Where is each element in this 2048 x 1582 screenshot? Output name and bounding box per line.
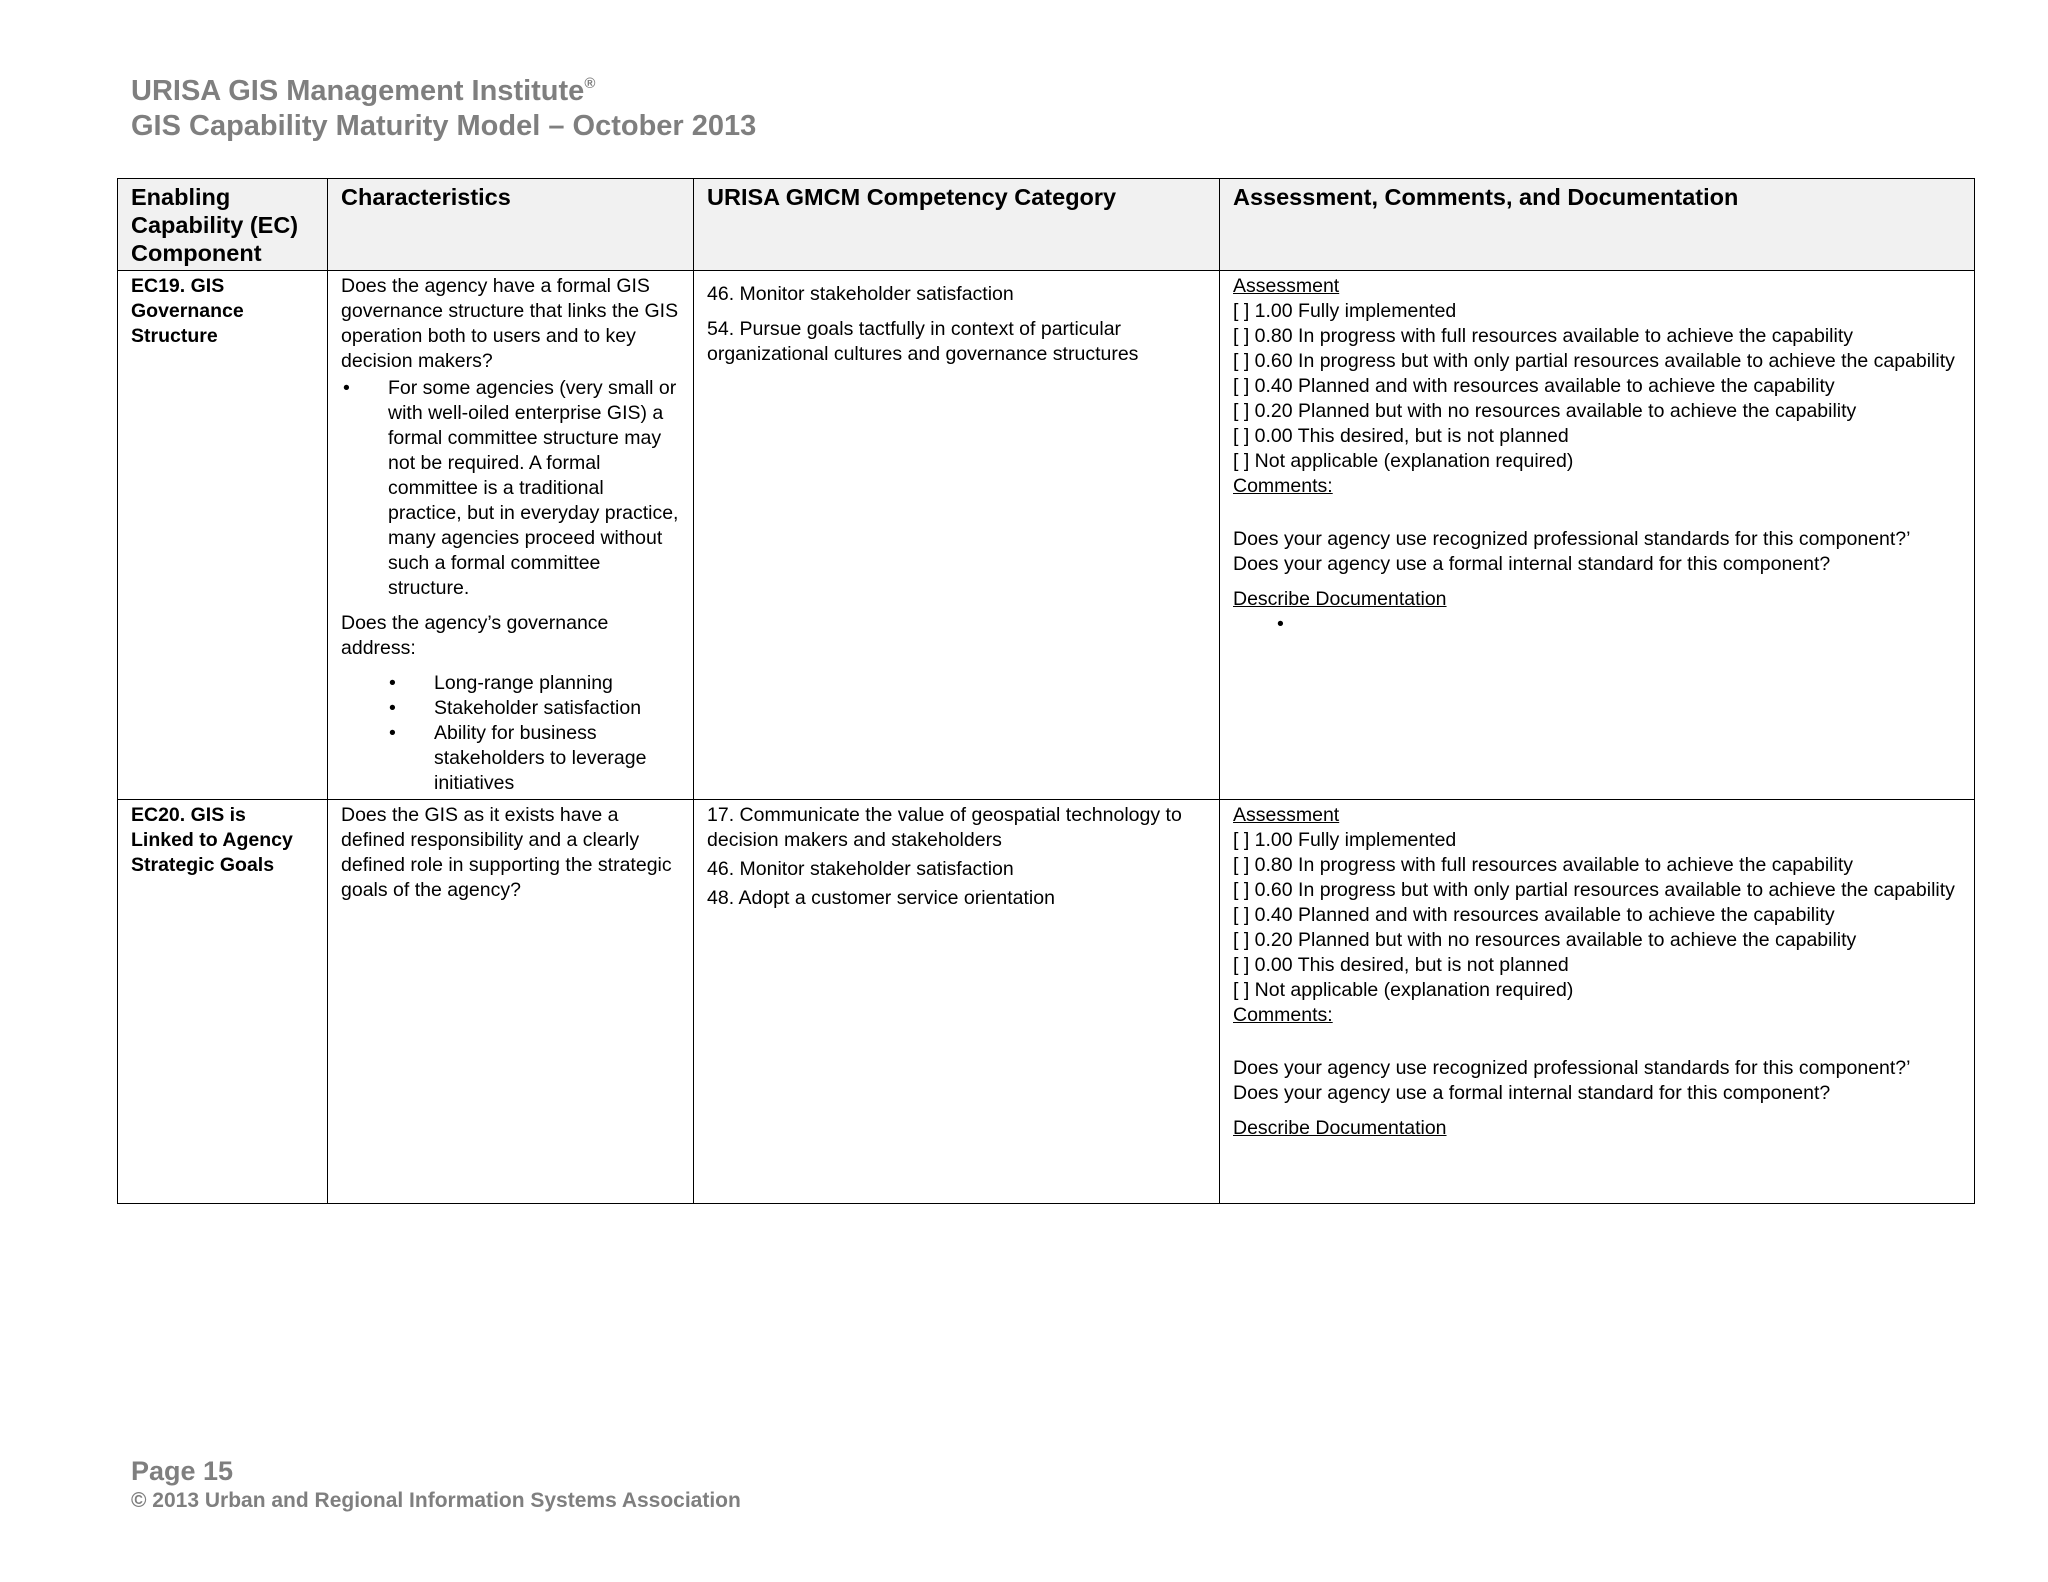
assessment-option[interactable]: [ ] 0.80 In progress with full resources available to achieve the capability xyxy=(1233,325,1854,347)
assessment-option[interactable]: [ ] 0.60 In progress but with only partial resources available to achieve the capability xyxy=(1233,879,1955,901)
competency-item: 17. Communicate the value of geospatial technology to decision makers and stakeholders xyxy=(707,804,1182,851)
assessment-label: Assessment xyxy=(1233,804,1340,826)
copyright: © 2013 Urban and Regional Information Systems Association xyxy=(131,1489,741,1512)
assessment-option[interactable]: [ ] Not applicable (explanation required) xyxy=(1233,450,1574,472)
component-cell xyxy=(118,271,328,800)
assessment-option[interactable]: [ ] 0.20 Planned but with no resources available to achieve the capability xyxy=(1233,929,1857,951)
assessment-option[interactable]: [ ] 0.20 Planned but with no resources available to achieve the capability xyxy=(1233,400,1857,422)
describe-documentation-label: Describe Documentation xyxy=(1233,1117,1447,1139)
standards-question: Does your agency use a formal internal standard for this component? xyxy=(1233,1082,1831,1104)
documentation-bullet: • xyxy=(1277,613,1284,635)
characteristics-bullets xyxy=(341,376,680,601)
competency-item: 46. Monitor stakeholder satisfaction xyxy=(707,858,1014,880)
comments-label: Comments: xyxy=(1233,475,1333,497)
column-header-competency: URISA GMCM Competency Category xyxy=(694,179,1220,271)
comments-label: Comments: xyxy=(1233,1004,1333,1026)
assessment-label: Assessment xyxy=(1233,275,1340,297)
characteristics-cell xyxy=(328,800,694,1204)
assessment-cell xyxy=(1220,800,1975,1204)
competency-item: 54. Pursue goals tactfully in context of particular organizational cultures and governance structures xyxy=(707,318,1139,365)
column-header-assessment: Assessment, Comments, and Documentation xyxy=(1220,179,1975,271)
component-name: EC20. GIS is Linked to Agency Strategic Goals xyxy=(131,804,293,876)
list-item: • Ability for business stakeholders to leverage initiatives xyxy=(341,721,680,796)
page-footer xyxy=(131,1455,741,1515)
table-row xyxy=(118,800,1975,1204)
assessment-option[interactable]: [ ] Not applicable (explanation required) xyxy=(1233,979,1574,1001)
assessment-cell xyxy=(1220,271,1975,800)
characteristics-question: Does the GIS as it exists have a defined responsibility and a clearly defined role in supporting the strategic goals of the agency? xyxy=(341,804,672,901)
standards-question: Does your agency use a formal internal standard for this component? xyxy=(1233,553,1831,575)
assessment-option[interactable]: [ ] 0.00 This desired, but is not planned xyxy=(1233,954,1569,976)
characteristics-question: Does the agency have a formal GIS governance structure that links the GIS operation both to users and to key decision makers? xyxy=(341,275,679,372)
header-institute: URISA GIS Management Institute® xyxy=(131,75,596,107)
page-number: Page 15 xyxy=(131,1456,234,1486)
table-header-row xyxy=(118,179,1975,271)
component-cell xyxy=(118,800,328,1204)
competency-cell xyxy=(694,271,1220,800)
header-title: GIS Capability Maturity Model – October 2013 xyxy=(131,110,757,142)
assessment-option[interactable]: [ ] 1.00 Fully implemented xyxy=(1233,300,1457,322)
assessment-option[interactable]: [ ] 0.40 Planned and with resources available to achieve the capability xyxy=(1233,904,1835,926)
component-name: EC19. GIS Governance Structure xyxy=(131,275,244,347)
standards-question: Does your agency use recognized professional standards for this component?’ xyxy=(1233,528,1911,550)
registered-mark: ® xyxy=(584,75,596,92)
characteristics-question: Does the agency’s governance address: xyxy=(341,612,609,659)
assessment-option[interactable]: [ ] 1.00 Fully implemented xyxy=(1233,829,1457,851)
assessment-option[interactable]: [ ] 0.60 In progress but with only partial resources available to achieve the capability xyxy=(1233,350,1955,372)
list-item: • Stakeholder satisfaction xyxy=(341,696,680,721)
table-row xyxy=(118,271,1975,800)
assessment-option[interactable]: [ ] 0.00 This desired, but is not planned xyxy=(1233,425,1569,447)
describe-documentation-label: Describe Documentation xyxy=(1233,588,1447,610)
page-header xyxy=(131,74,756,144)
characteristics-cell xyxy=(328,271,694,800)
list-item: • For some agencies (very small or with well-oiled enterprise GIS) a formal committee structure may not be required. A formal committee is a traditional practice, but in everyday practice, many agencies proceed without such a formal committee structure. xyxy=(341,376,680,601)
competency-item: 46. Monitor stakeholder satisfaction xyxy=(707,283,1014,305)
column-header-component: Enabling Capability (EC) Component xyxy=(118,179,328,271)
assessment-option[interactable]: [ ] 0.80 In progress with full resources available to achieve the capability xyxy=(1233,854,1854,876)
competency-item: 48. Adopt a customer service orientation xyxy=(707,887,1055,909)
competency-cell xyxy=(694,800,1220,1204)
governance-topics xyxy=(341,671,680,796)
standards-question: Does your agency use recognized professional standards for this component?’ xyxy=(1233,1057,1911,1079)
list-item: • Long-range planning xyxy=(341,671,680,696)
capability-table xyxy=(117,178,1975,1204)
column-header-characteristics: Characteristics xyxy=(328,179,694,271)
assessment-option[interactable]: [ ] 0.40 Planned and with resources available to achieve the capability xyxy=(1233,375,1835,397)
